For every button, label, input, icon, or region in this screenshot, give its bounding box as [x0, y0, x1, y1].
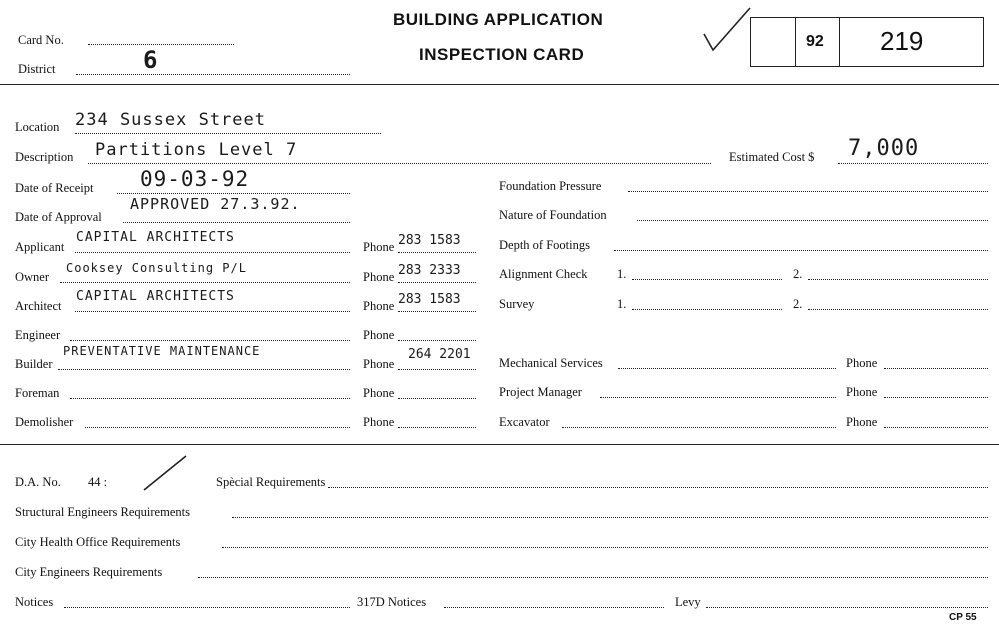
applicant-phone-value: 283 1583 — [398, 233, 461, 248]
divider-bottom — [0, 444, 999, 445]
project-manager-phone-label: Phone — [846, 385, 878, 399]
form-code: CP 55 — [949, 612, 977, 623]
notices-line[interactable] — [64, 607, 350, 608]
survey-num2: 2. — [793, 297, 803, 311]
notices-317d-line[interactable] — [444, 607, 664, 608]
card-number-box — [750, 17, 984, 67]
survey-num1: 1. — [617, 297, 627, 311]
card-no-line[interactable] — [88, 44, 234, 45]
builder-line[interactable] — [58, 369, 350, 370]
da-no-label: D.A. No. — [15, 475, 61, 489]
project-manager-phone-line[interactable] — [884, 397, 988, 398]
district-label: District — [18, 62, 56, 76]
survey-label: Survey — [499, 297, 535, 311]
structural-requirements-label: Structural Engineers Requirements — [15, 505, 190, 519]
special-requirements-label: Spècial Requirements — [216, 475, 326, 489]
da-slash-mark-icon — [140, 452, 190, 494]
architect-value: CAPITAL ARCHITECTS — [76, 289, 235, 304]
description-label: Description — [15, 150, 74, 164]
date-receipt-value: 09-03-92 — [140, 167, 250, 191]
depth-footings-label: Depth of Footings — [499, 238, 590, 252]
architect-phone-label: Phone — [363, 299, 395, 313]
applicant-label: Applicant — [15, 240, 65, 254]
date-approval-line[interactable] — [123, 222, 350, 223]
demolisher-phone-line[interactable] — [398, 427, 476, 428]
alignment-line-1[interactable] — [632, 279, 782, 280]
nature-foundation-line[interactable] — [637, 220, 988, 221]
owner-label: Owner — [15, 270, 50, 284]
builder-label: Builder — [15, 357, 53, 371]
estimated-cost-label: Estimated Cost $ — [729, 150, 815, 164]
applicant-phone-label: Phone — [363, 240, 395, 254]
excavator-label: Excavator — [499, 415, 550, 429]
date-approval-value: APPROVED 27.3.92. — [130, 195, 301, 213]
structural-requirements-line[interactable] — [232, 517, 988, 518]
date-approval-label: Date of Approval — [15, 210, 102, 224]
box-divider-1 — [795, 17, 796, 67]
owner-value: Cooksey Consulting P/L — [66, 261, 247, 275]
foundation-pressure-label: Foundation Pressure — [499, 179, 602, 193]
architect-line[interactable] — [75, 311, 350, 312]
builder-value: PREVENTATIVE MAINTENANCE — [63, 344, 261, 358]
builder-phone-line[interactable] — [398, 369, 476, 370]
applicant-value: CAPITAL ARCHITECTS — [76, 230, 235, 245]
levy-line[interactable] — [706, 607, 988, 608]
date-receipt-line[interactable] — [117, 193, 350, 194]
owner-phone-line[interactable] — [398, 282, 476, 283]
owner-phone-value: 283 2333 — [398, 263, 461, 278]
engineer-phone-label: Phone — [363, 328, 395, 342]
card-no-label: Card No. — [18, 33, 64, 47]
survey-line-2[interactable] — [808, 309, 988, 310]
foreman-line[interactable] — [70, 398, 350, 399]
alignment-check-label: Alignment Check — [499, 267, 588, 281]
district-line[interactable] — [76, 74, 350, 75]
da-no-value: 44 : — [88, 475, 108, 489]
date-receipt-label: Date of Receipt — [15, 181, 94, 195]
foundation-pressure-line[interactable] — [628, 191, 988, 192]
nature-foundation-label: Nature of Foundation — [499, 208, 607, 222]
excavator-phone-line[interactable] — [884, 427, 988, 428]
city-engineers-line[interactable] — [198, 577, 988, 578]
foreman-phone-label: Phone — [363, 386, 395, 400]
demolisher-label: Demolisher — [15, 415, 74, 429]
applicant-line[interactable] — [75, 252, 350, 253]
district-value: 6 — [143, 46, 159, 74]
mechanical-phone-label: Phone — [846, 356, 878, 370]
description-value: Partitions Level 7 — [95, 140, 298, 160]
health-requirements-label: City Health Office Requirements — [15, 535, 181, 549]
builder-phone-value: 264 2201 — [408, 347, 471, 362]
levy-label: Levy — [675, 595, 701, 609]
city-engineers-label: City Engineers Requirements — [15, 565, 163, 579]
excavator-line[interactable] — [562, 427, 836, 428]
project-manager-line[interactable] — [600, 397, 836, 398]
notices-label: Notices — [15, 595, 54, 609]
description-line[interactable] — [88, 163, 711, 164]
notices-317d-label: 317D Notices — [357, 595, 427, 609]
excavator-phone-label: Phone — [846, 415, 878, 429]
engineer-label: Engineer — [15, 328, 61, 342]
survey-line-1[interactable] — [632, 309, 782, 310]
year-box-value: 92 — [806, 33, 824, 50]
project-manager-label: Project Manager — [499, 385, 582, 399]
alignment-num2: 2. — [793, 267, 803, 281]
architect-label: Architect — [15, 299, 62, 313]
location-label: Location — [15, 120, 60, 134]
engineer-line[interactable] — [70, 340, 350, 341]
foreman-phone-line[interactable] — [398, 398, 476, 399]
applicant-phone-line[interactable] — [398, 252, 476, 253]
estimated-cost-value: 7,000 — [848, 136, 920, 161]
special-requirements-line[interactable] — [328, 487, 988, 488]
card-number-value: 219 — [880, 26, 924, 56]
mechanical-line[interactable] — [618, 368, 836, 369]
alignment-num1: 1. — [617, 267, 627, 281]
owner-phone-label: Phone — [363, 270, 395, 284]
demolisher-line[interactable] — [85, 427, 350, 428]
architect-phone-value: 283 1583 — [398, 292, 461, 307]
engineer-phone-line[interactable] — [398, 340, 476, 341]
title-line2: INSPECTION CARD — [419, 45, 585, 64]
divider-top — [0, 84, 999, 85]
estimated-cost-line[interactable] — [838, 163, 988, 164]
owner-line[interactable] — [60, 282, 350, 283]
alignment-line-2[interactable] — [808, 279, 988, 280]
mechanical-label: Mechanical Services — [499, 356, 603, 370]
title-line1: BUILDING APPLICATION — [393, 10, 604, 29]
foreman-label: Foreman — [15, 386, 60, 400]
box-divider-2 — [839, 17, 840, 67]
location-line[interactable] — [75, 133, 381, 134]
check-mark-icon — [700, 4, 755, 54]
location-value: 234 Sussex Street — [75, 110, 266, 130]
health-requirements-line[interactable] — [222, 547, 988, 548]
builder-phone-label: Phone — [363, 357, 395, 371]
depth-footings-line[interactable] — [614, 250, 988, 251]
mechanical-phone-line[interactable] — [884, 368, 988, 369]
demolisher-phone-label: Phone — [363, 415, 395, 429]
architect-phone-line[interactable] — [398, 311, 476, 312]
